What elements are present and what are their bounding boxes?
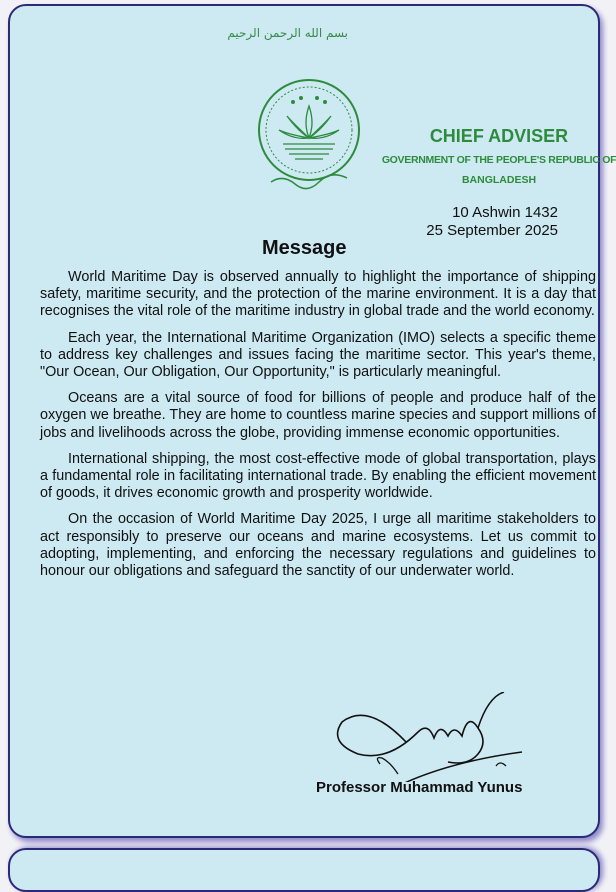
- message-body: [40, 269, 596, 589]
- government-line-1: GOVERNMENT OF THE PEOPLE'S REPUBLIC OF: [381, 154, 616, 166]
- paragraph: World Maritime Day is observed annually to highlight the importance of shipping safety, maritime security, and the protection of the marine environment. It is a day that recognises the vital role of the maritime industry in global trade and the world economy.: [40, 269, 596, 320]
- signatory-name: Professor Muhammad Yunus: [316, 779, 523, 796]
- message-card: [8, 4, 616, 838]
- paragraph: On the occasion of World Maritime Day 2025, I urge all maritime stakeholders to act responsibly to preserve our oceans and marine ecosystems. Let us commit to adopting, implementing, and enforcing the necessary regulations and guidelines to honour our obligations and safeguard the sanctity of our underwater world.: [40, 511, 596, 580]
- paragraph: Each year, the International Maritime Organization (IMO) selects a specific theme to address key challenges and issues facing the maritime sector. This year's theme, "Our Ocean, Our Obligation, Our Opportunity," is particularly meaningful.: [40, 329, 596, 381]
- office-title: CHIEF ADVISER: [429, 126, 569, 146]
- bismillah-text: بسم الله الرحمن الرحيم: [227, 26, 348, 40]
- gregorian-date: 25 September 2025: [426, 222, 558, 239]
- message-heading: Message: [262, 237, 347, 259]
- bangladesh-emblem-seal: [253, 78, 365, 198]
- bangla-date: 10 Ashwin 1432: [452, 204, 558, 221]
- signature: [328, 692, 528, 782]
- government-line-2: BANGLADESH: [461, 174, 537, 186]
- date-block: [426, 204, 558, 240]
- paragraph: International shipping, the most cost-effective mode of global transportation, plays a fundamental role in facilitating international trade. By enabling the efficient movement of goods, it drives economic growth and prosperity worldwide.: [40, 450, 596, 502]
- paragraph: Oceans are a vital source of food for billions of people and produce half of the oxygen we breathe. They are home to countless marine species and support millions of jobs and livelihoods across the globe, providing immense economic opportunities.: [40, 390, 596, 441]
- office-header: [370, 126, 616, 186]
